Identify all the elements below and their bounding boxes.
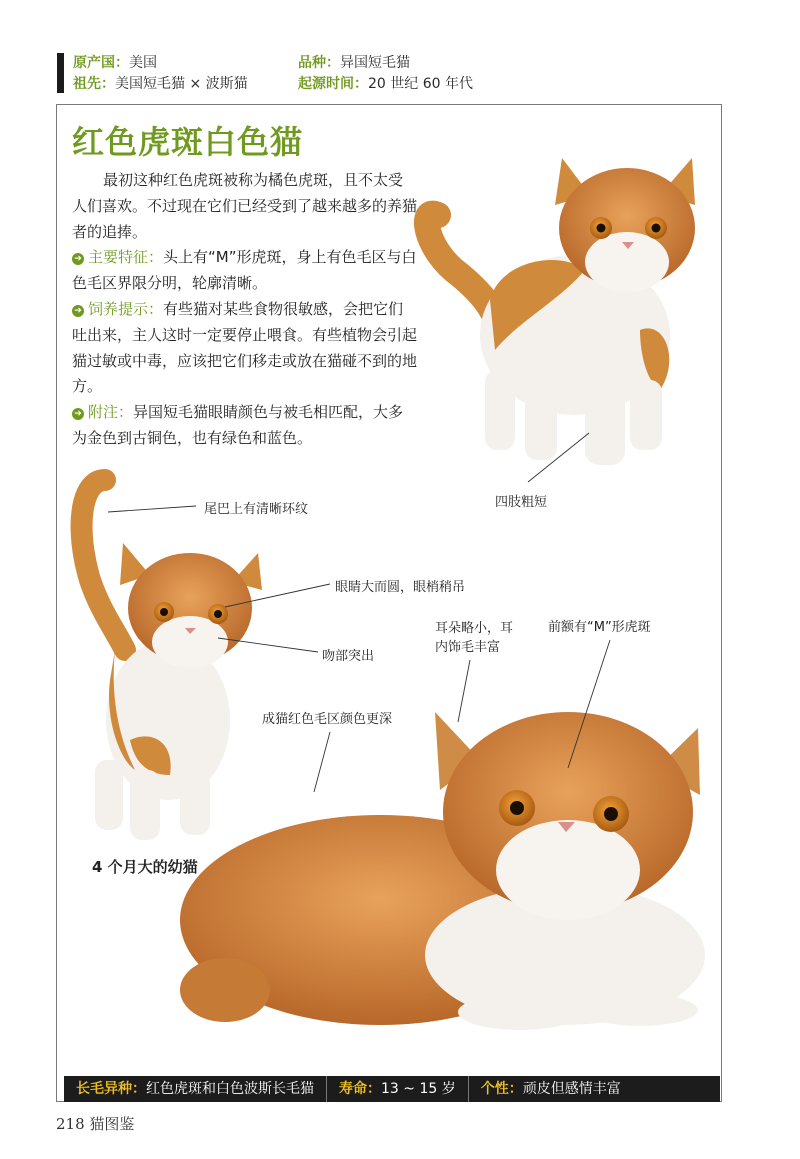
personality-value: 顽皮但感情丰富 [522, 1081, 621, 1097]
lifespan-value: 13 ~ 15 岁 [381, 1081, 456, 1097]
book-title: 猫图鉴 [89, 1115, 135, 1133]
callout-forehead: 前额有“M”形虎斑 [548, 620, 651, 635]
origin-label: 原产国： [73, 55, 129, 71]
callout-muzzle: 吻部突出 [322, 649, 375, 664]
callout-ears [435, 619, 513, 657]
standing-cat-photo [427, 158, 695, 465]
note-label: 附注： [88, 403, 134, 422]
page-number: 218 [56, 1115, 85, 1133]
callout-ears-line1: 耳朵略小，耳 [435, 621, 514, 636]
kitten-caption: 4 个月大的幼猫 [92, 858, 198, 876]
intro-paragraph: 最初这种红色虎斑被称为橘色虎斑，且不太受人们喜欢。不过现在它们已经受到了越来越多的养猫者的追捧。 [72, 171, 418, 241]
lifespan-label: 寿命： [339, 1081, 381, 1097]
personality-cell [469, 1076, 633, 1102]
callout-ears-line2: 内饰毛丰富 [435, 640, 501, 655]
arrow-circle-icon: ➔ [72, 408, 84, 420]
care-paragraph [72, 297, 417, 400]
personality-label: 个性： [480, 1081, 523, 1097]
page-title: 红色虎斑白色猫 [72, 123, 304, 161]
origin-time-label: 起源时间： [298, 76, 368, 92]
features-paragraph [72, 245, 417, 297]
callout-tail: 尾巴上有清晰环纹 [204, 502, 309, 517]
page-footer [56, 1113, 134, 1134]
features-text: 头上有“M”形虎斑，身上有色毛区与白色毛区界限分明，轮廓清晰。 [72, 248, 417, 293]
breed-info-bar [64, 1076, 720, 1102]
arrow-circle-icon: ➔ [72, 253, 84, 265]
callout-eyes: 眼睛大而圆，眼梢稍吊 [335, 580, 466, 595]
care-text: 有些猫对某些食物很敏感，会把它们吐出来，主人这时一定要停止喂食。有些植物会引起猫过敏或中毒，应该把它们移走或放在猫碰不到的地方。 [72, 299, 418, 396]
breed-value: 异国短毛猫 [340, 55, 410, 71]
callout-limbs: 四肢粗短 [495, 495, 548, 510]
breed-label: 品种： [298, 55, 340, 71]
ancestors-label: 祖先： [73, 76, 115, 92]
adult-cat-photo [180, 712, 705, 1030]
callout-adult-color: 成猫红色毛区颜色更深 [262, 712, 393, 727]
care-label: 饲养提示： [88, 299, 164, 318]
note-paragraph [72, 400, 417, 452]
longhair-label: 长毛异种： [76, 1081, 146, 1097]
lifespan-cell [327, 1076, 469, 1102]
origin-time-value: 20 世纪 60 年代 [368, 76, 473, 92]
kitten-photo [82, 480, 262, 840]
description-block [72, 168, 417, 452]
longhair-value: 红色虎斑和白色波斯长毛猫 [146, 1081, 314, 1097]
features-label: 主要特征： [88, 248, 164, 267]
note-text: 异国短毛猫眼睛颜色与被毛相匹配，大多为金色到古铜色，也有绿色和蓝色。 [72, 403, 404, 447]
longhair-cell [64, 1076, 327, 1102]
ancestors-value: 美国短毛猫 × 波斯猫 [115, 76, 248, 92]
arrow-circle-icon: ➔ [72, 305, 84, 317]
origin-value: 美国 [129, 55, 157, 71]
